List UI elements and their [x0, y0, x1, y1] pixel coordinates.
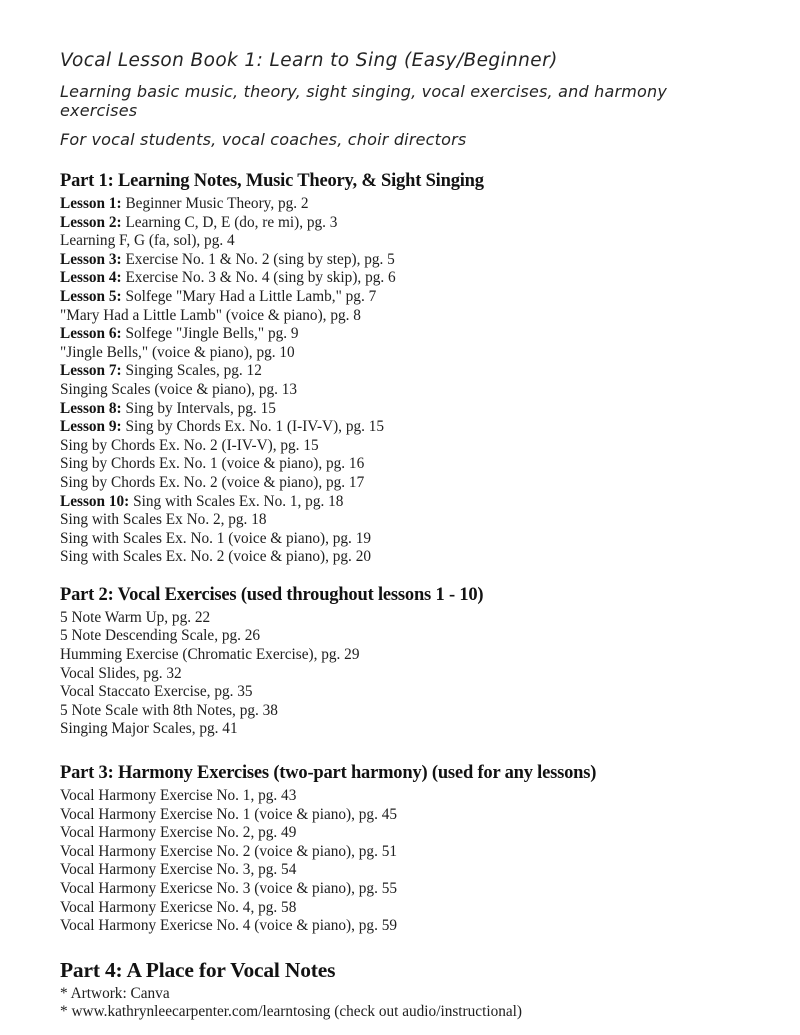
part-2-heading: Part 2: Vocal Exercises (used throughout lessons 1 - 10): [60, 584, 484, 605]
toc-item-text: Sing with Scales Ex. No. 1, pg. 18: [133, 492, 344, 510]
part-2-section: [60, 584, 742, 739]
toc-item-text: Vocal Harmony Exericse No. 4, pg. 58: [60, 898, 297, 916]
document-subtitle-description: Learning basic music, theory, sight singing, vocal exercises, and harmony exercises: [60, 82, 668, 120]
part-1-items: [60, 195, 742, 567]
toc-item: [60, 880, 742, 899]
toc-item-text: Learning F, G (fa, sol), pg. 4: [60, 232, 235, 250]
document-subtitle-audience: For vocal students, vocal coaches, choir directors: [60, 130, 467, 149]
toc-item-text: Sing by Chords Ex. No. 1 (voice & piano), pg. 16: [60, 455, 365, 473]
toc-item: [60, 400, 742, 419]
toc-item-text: Sing by Chords Ex. No. 2 (voice & piano), pg. 17: [60, 473, 365, 491]
part-3-section: [60, 762, 742, 936]
toc-item: [60, 1003, 742, 1022]
toc-item: [60, 195, 742, 214]
toc-item: [60, 381, 742, 400]
toc-item-text: Singing Major Scales, pg. 41: [60, 720, 238, 738]
toc-item: [60, 824, 742, 843]
toc-item: [60, 843, 742, 862]
toc-item: [60, 702, 742, 721]
toc-item-text: "Mary Had a Little Lamb" (voice & piano), pg. 8: [60, 306, 361, 324]
toc-item-text: Sing by Chords Ex. No. 2 (I-IV-V), pg. 15: [60, 436, 319, 454]
toc-item-text: Sing with Scales Ex. No. 2 (voice & piano), pg. 20: [60, 548, 371, 566]
toc-item: [60, 325, 742, 344]
lesson-number-label: Lesson 6:: [60, 325, 126, 343]
part-4-section: [60, 957, 742, 1022]
toc-item-text: Exercise No. 1 & No. 2 (sing by step), pg. 5: [125, 250, 395, 268]
toc-item: [60, 548, 742, 567]
toc-item: [60, 307, 742, 326]
toc-item: [60, 214, 742, 233]
lesson-number-label: Lesson 10:: [60, 492, 134, 510]
toc-item-text: "Jingle Bells," (voice & piano), pg. 10: [60, 343, 295, 361]
lesson-number-label: Lesson 4:: [60, 269, 126, 287]
toc-item: [60, 493, 742, 512]
toc-item-text: Vocal Harmony Exercise No. 1 (voice & piano), pg. 45: [60, 805, 398, 823]
toc-item-text: Sing by Intervals, pg. 15: [125, 399, 276, 417]
toc-item-text: Vocal Harmony Exercise No. 1, pg. 43: [60, 787, 297, 805]
toc-item: [60, 899, 742, 918]
toc-item-text: Vocal Harmony Exericse No. 3 (voice & piano), pg. 55: [60, 880, 398, 897]
toc-item-text: Beginner Music Theory, pg. 2: [125, 195, 309, 212]
lesson-number-label: Lesson 8:: [60, 399, 126, 417]
toc-item: [60, 288, 742, 307]
toc-item-text: Sing with Scales Ex No. 2, pg. 18: [60, 511, 267, 529]
toc-item: [60, 362, 742, 381]
toc-item: [60, 665, 742, 684]
toc-item-text: Vocal Harmony Exericse No. 4 (voice & piano), pg. 59: [60, 917, 398, 935]
lesson-number-label: Lesson 7:: [60, 362, 126, 380]
toc-item-text: Learning C, D, E (do, re mi), pg. 3: [125, 213, 338, 231]
part-2-items: [60, 609, 742, 739]
toc-item: [60, 511, 742, 530]
toc-item: [60, 917, 742, 936]
toc-item-text: Humming Exercise (Chromatic Exercise), pg. 29: [60, 646, 360, 664]
lesson-number-label: Lesson 5:: [60, 287, 126, 305]
toc-item-text: Sing with Scales Ex. No. 1 (voice & piano), pg. 19: [60, 529, 371, 547]
part-3-items: [60, 787, 742, 936]
toc-item: [60, 720, 742, 739]
toc-item-text: 5 Note Warm Up, pg. 22: [60, 608, 211, 626]
toc-item-text: Vocal Slides, pg. 32: [60, 664, 182, 682]
lesson-number-label: Lesson 1:: [60, 195, 126, 212]
toc-item-text: Solfege "Mary Had a Little Lamb," pg. 7: [125, 287, 377, 305]
toc-item: [60, 787, 742, 806]
toc-item-text: * Artwork: Canva: [60, 984, 170, 1002]
toc-item: [60, 269, 742, 288]
toc-item-text: Singing Scales (voice & piano), pg. 13: [60, 380, 298, 398]
lesson-number-label: Lesson 2:: [60, 213, 126, 231]
toc-item-text: Vocal Harmony Exercise No. 2 (voice & piano), pg. 51: [60, 842, 398, 860]
lesson-number-label: Lesson 3:: [60, 250, 126, 268]
document-title: Vocal Lesson Book 1: Learn to Sing (Easy/Beginner): [60, 50, 558, 71]
toc-item-text: Vocal Harmony Exercise No. 3, pg. 54: [60, 861, 297, 879]
toc-item: [60, 806, 742, 825]
toc-item-text: 5 Note Descending Scale, pg. 26: [60, 627, 261, 645]
lesson-number-label: Lesson 9:: [60, 418, 126, 436]
toc-item: [60, 985, 742, 1004]
toc-item: [60, 609, 742, 628]
toc-item: [60, 474, 742, 493]
toc-item-text: Solfege "Jingle Bells," pg. 9: [125, 325, 299, 343]
part-4-items: [60, 985, 742, 1022]
toc-item: [60, 455, 742, 474]
toc-item: [60, 344, 742, 363]
toc-item-text: Vocal Staccato Exercise, pg. 35: [60, 683, 253, 701]
toc-item: [60, 683, 742, 702]
toc-item-text: Vocal Harmony Exercise No. 2, pg. 49: [60, 824, 297, 842]
toc-item: [60, 627, 742, 646]
toc-item: [60, 530, 742, 549]
toc-item-text: Exercise No. 3 & No. 4 (sing by skip), pg. 6: [125, 269, 396, 287]
toc-item: [60, 251, 742, 270]
toc-item-text: Singing Scales, pg. 12: [125, 362, 262, 380]
part-1-section: [60, 170, 742, 567]
part-1-heading: Part 1: Learning Notes, Music Theory, & Sight Singing: [60, 171, 484, 191]
toc-item: [60, 861, 742, 880]
part-3-heading: Part 3: Harmony Exercises (two-part harmony) (used for any lessons): [60, 763, 597, 784]
toc-item-text: 5 Note Scale with 8th Notes, pg. 38: [60, 701, 278, 719]
toc-item-text: Sing by Chords Ex. No. 1 (I-IV-V), pg. 15: [125, 418, 385, 436]
toc-item: [60, 437, 742, 456]
toc-item-text: * www.kathrynleecarpenter.com/learntosing (check out audio/instructional): [60, 1003, 523, 1021]
toc-item: [60, 646, 742, 665]
toc-item: [60, 418, 742, 437]
part-4-heading: Part 4: A Place for Vocal Notes: [60, 957, 336, 982]
toc-item: [60, 232, 742, 251]
